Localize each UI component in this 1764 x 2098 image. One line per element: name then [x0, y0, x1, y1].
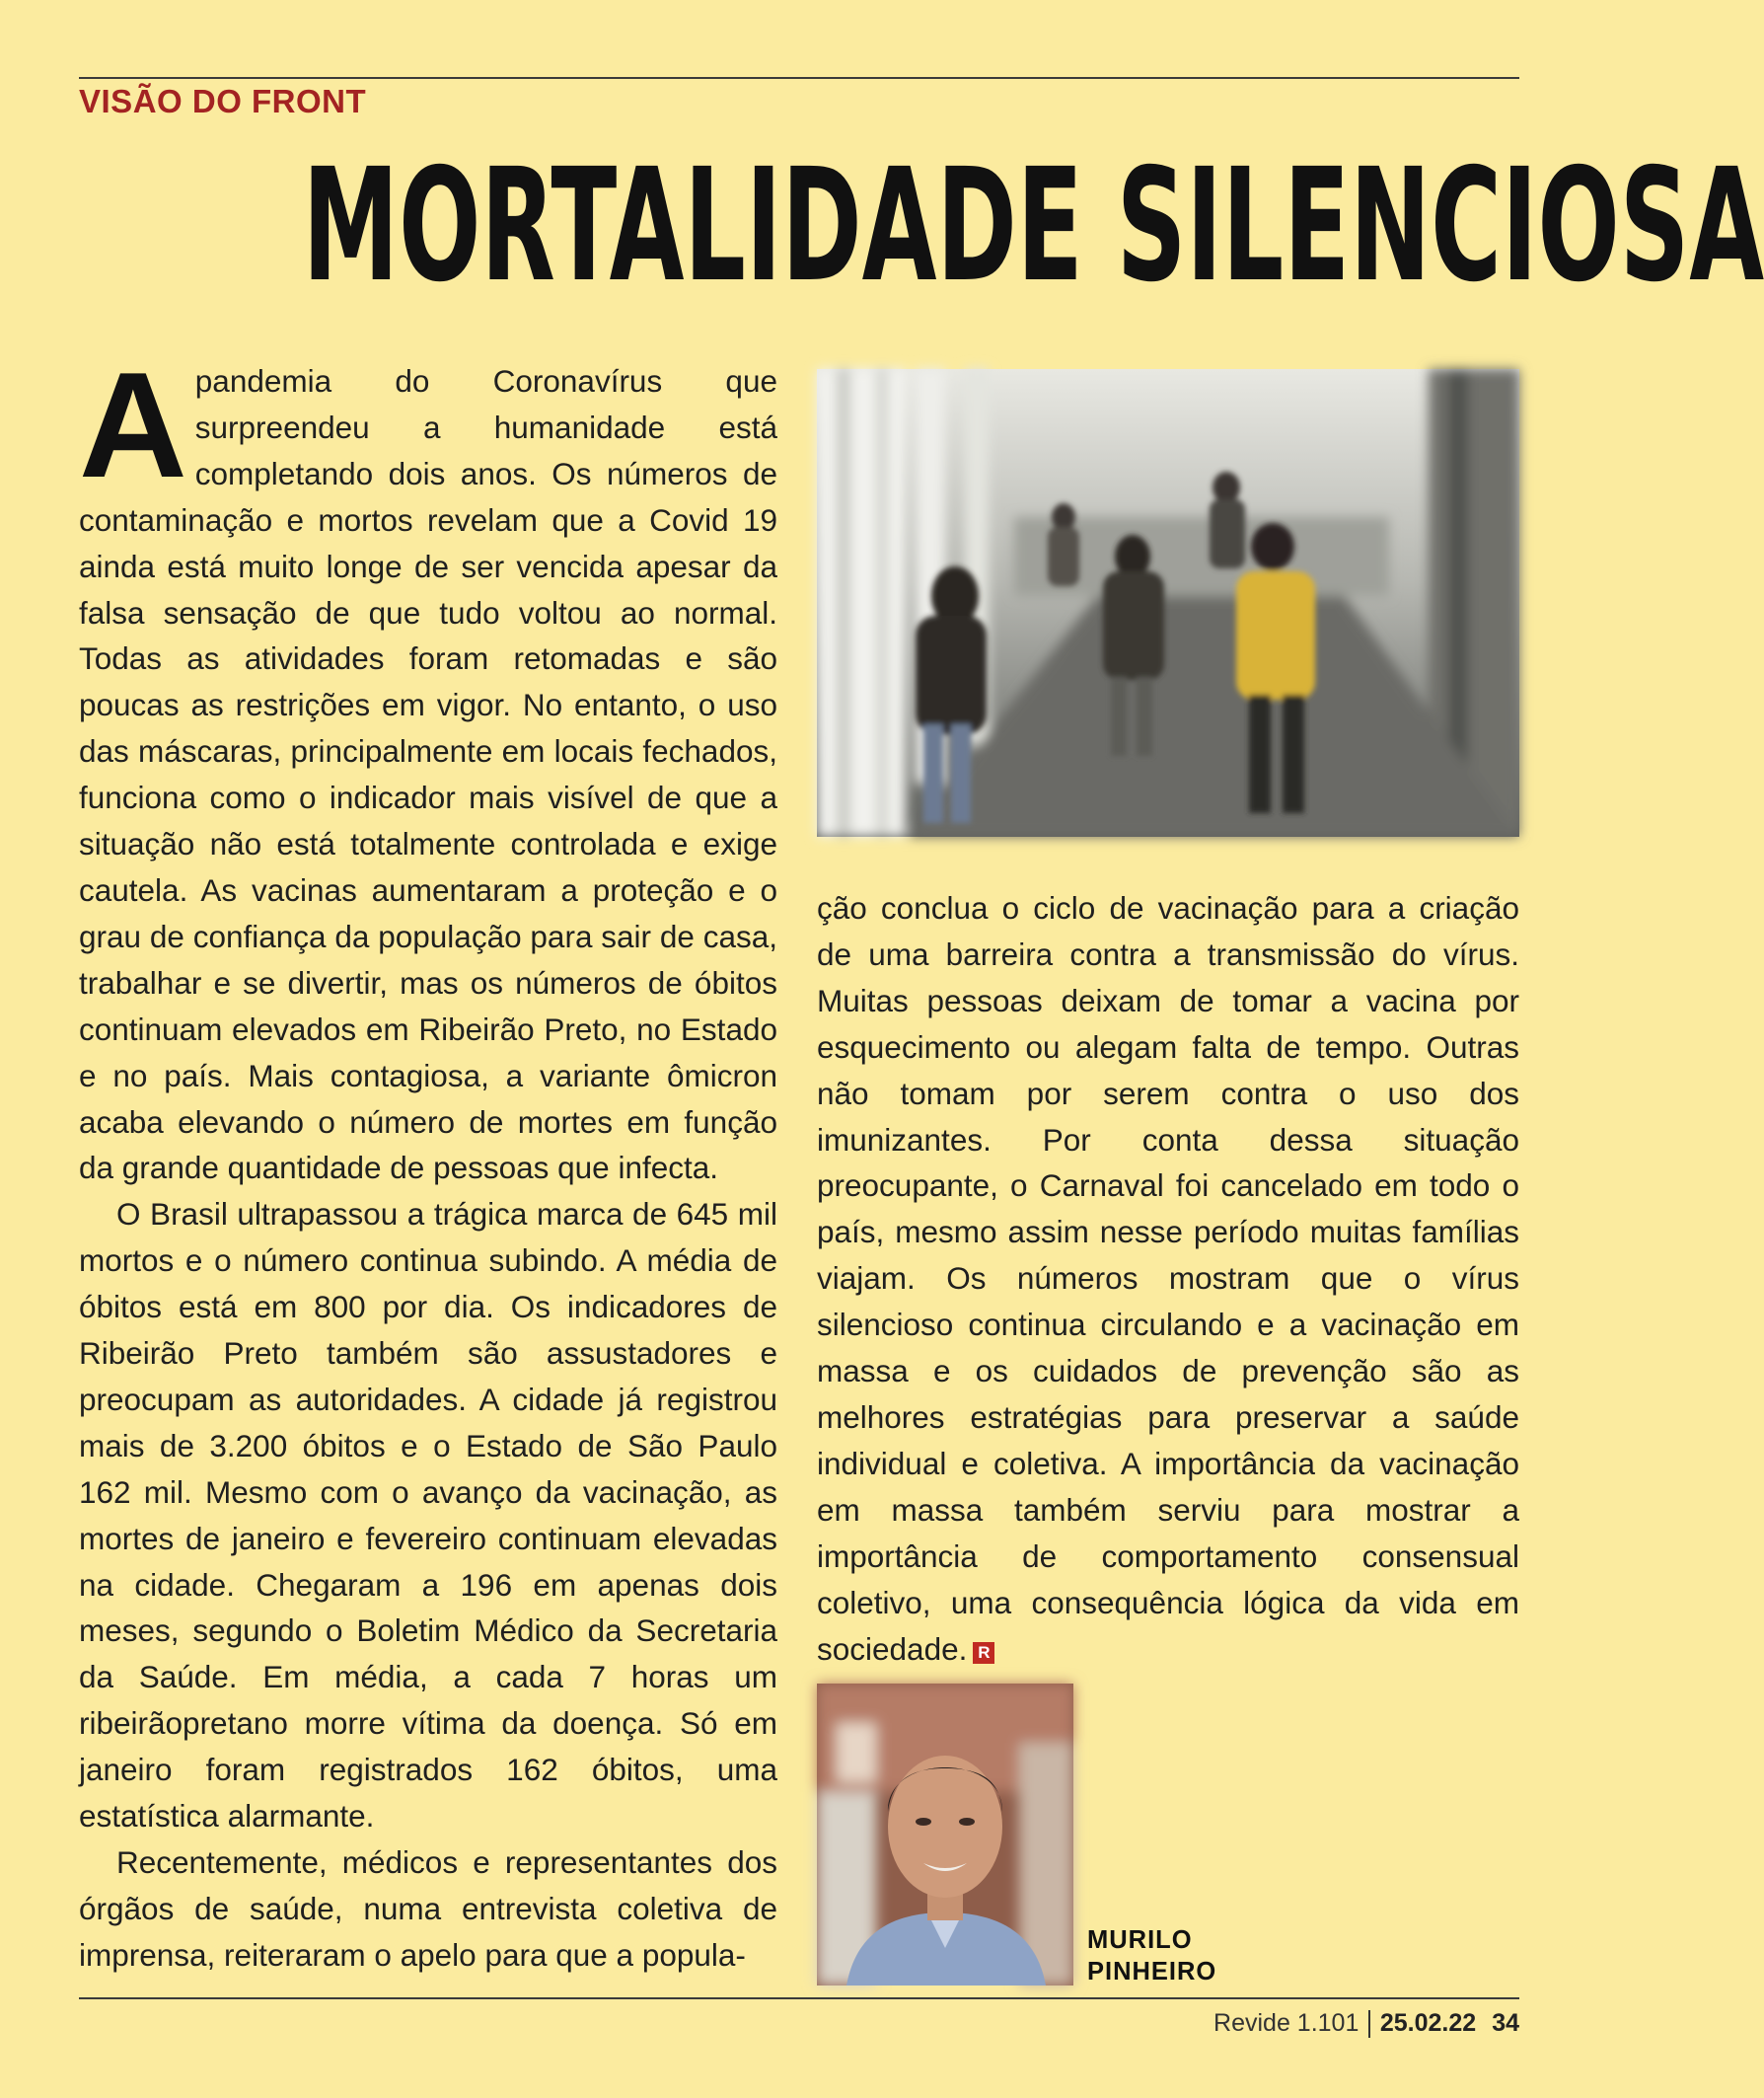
page-footer [1213, 2009, 1519, 2038]
crowd-photo [817, 369, 1519, 837]
article-left-column [79, 341, 777, 1979]
paragraph-1 [79, 341, 777, 1191]
revide-end-mark-icon: R [973, 1642, 994, 1664]
author-first-name: MURILO [1087, 1926, 1193, 1954]
paragraph-4-text: ção conclua o ciclo de vacinação para a criação de uma barreira contra a transmissão do vírus. Muitas pessoas deixam de tomar a vacina por esquecimento ou alegam falta de tempo. Outras não tomam por serem contra o uso dos imunizantes. Por conta dessa situação preocupante, o Carnaval foi cancelado em todo o país, mesmo assim nesse período muitas famílias viajam. Os números mostram que o vírus silencioso continua circulando e a vacinação em massa e os cuidados de prevenção são as melhores estratégias para preservar a saúde individual e coletiva. A importância da vacinação em massa também serviu para mostrar a importância de comportamento consensual coletivo, uma consequência lógica da vida em sociedade. [817, 890, 1519, 1667]
section-label: VISÃO DO FRONT [79, 83, 367, 119]
magazine-issue: Revide 1.101 [1213, 2009, 1360, 2037]
drop-cap: A [79, 341, 187, 509]
paragraph-4 [817, 885, 1519, 1672]
article-right-column [817, 885, 1519, 1672]
paragraph-1-text: pandemia do Coronavírus que surpreendeu a humanidade está completando dois anos. Os números de contaminação e mortos revelam que a Covid 19 ainda está muito longe de ser vencida apesar da falsa sensação de que tudo voltou ao normal. Todas as atividades foram retomadas e são poucas as restrições em vigor. No entanto, o uso das máscaras, principalmente em locais fechados, funciona como o indicador mais visível de que a situação não está totalmente controlada e exige cautela. As vacinas aumentaram a proteção e o grau de confiança da população para sair de casa, trabalhar e se divertir, mas os números de óbitos continuam elevados em Ribeirão Preto, no Estado e no país. Mais contagiosa, a variante ômicron acaba elevando o número de mortes em função da grande quantidade de pessoas que infecta. [79, 363, 777, 1186]
page-number: 34 [1492, 2009, 1519, 2037]
paragraph-3: Recentemente, médicos e representantes dos órgãos de saúde, numa entrevista coletiva de imprensa, reiteraram o apelo para que a popula- [79, 1844, 777, 1973]
top-rule [79, 77, 1519, 79]
author-name [1087, 1924, 1216, 1987]
author-last-name: PINHEIRO [1087, 1958, 1217, 1986]
author-photo [817, 1684, 1073, 1986]
headline: MORTALIDADE SILENCIOSA [302, 135, 1764, 317]
bottom-rule [79, 1997, 1519, 1999]
paragraph-2: O Brasil ultrapassou a trágica marca de 645 mil mortos e o número continua subindo. A média de óbitos está em 800 por dia. Os indicadores de Ribeirão Preto também são assustadores e preocupam as autoridades. A cidade já registrou mais de 3.200 óbitos e o Estado de São Paulo 162 mil. Mesmo com o avanço da vacinação, as mortes de janeiro e fevereiro continuam elevadas na cidade. Chegaram a 196 em apenas dois meses, segundo o Boletim Médico da Secretaria da Saúde. Em média, a cada 7 horas um ribeirãopretano morre vítima da doença. Só em janeiro foram registrados 162 óbitos, uma estatística alarmante. [79, 1196, 777, 1835]
footer-separator [1368, 2010, 1370, 2038]
issue-date: 25.02.22 [1379, 2009, 1477, 2037]
